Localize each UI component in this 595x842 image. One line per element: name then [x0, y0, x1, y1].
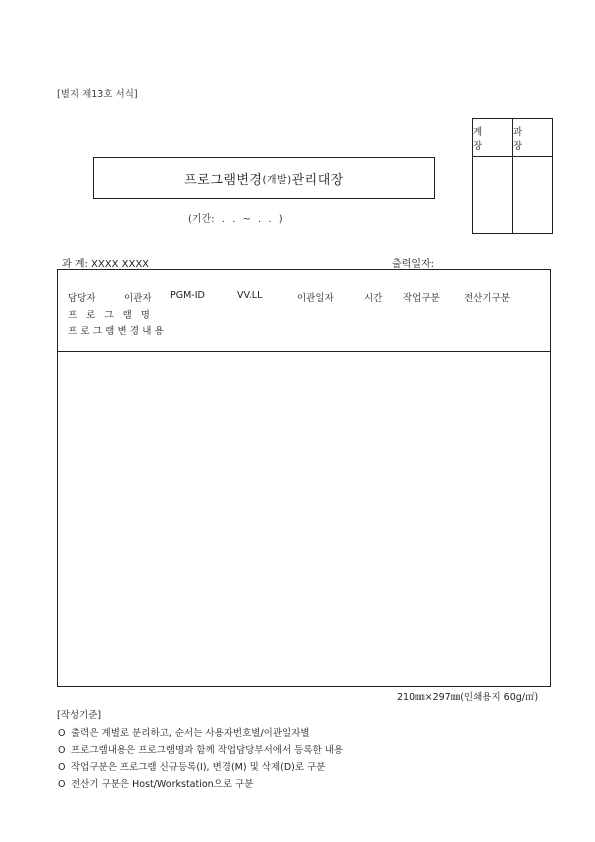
row-label-program-name: 프로그램명 [68, 310, 159, 321]
criteria-item: O 프로그램내용은 프로그램명과 함께 작업담당부서에서 등록한 내용 [58, 745, 344, 756]
column-header-transfer-date: 이관일자 [297, 293, 334, 304]
approval-sign-box-section-chief [513, 157, 552, 233]
column-header-transferrer: 이관자 [124, 293, 152, 304]
approval-table [472, 118, 553, 234]
title-main-a: 프로그램변경 [184, 172, 263, 188]
column-header-work-type: 작업구분 [403, 293, 440, 304]
criteria-item: O 전산기 구분은 Host/Workstation으로 구분 [58, 779, 254, 790]
paper-size-note: 210㎜×297㎜(인쇄용지 60g/㎡) [397, 692, 539, 703]
header-divider [58, 351, 550, 352]
output-date-label: 출력일자: [392, 259, 435, 270]
column-header-owner: 담당자 [68, 293, 96, 304]
column-header-time: 시간 [364, 293, 383, 304]
approval-header-section-chief: 과 장 [513, 119, 552, 157]
document-title [93, 157, 435, 199]
approval-sign-box-team-leader [473, 157, 513, 233]
criteria-item: O 출력은 계별로 분리하고, 순서는 사용자번호별/이관일자별 [58, 728, 310, 739]
title-small: (개발) [262, 174, 292, 186]
title-main-b: 관리대장 [291, 172, 344, 188]
column-header-version: VV.LL [237, 290, 263, 301]
column-header-computer-type: 전산기구분 [464, 293, 510, 304]
column-header-pgm-id: PGM-ID [170, 290, 205, 301]
bullet-circle-icon: O [58, 779, 66, 790]
form-number: [별지 제13호 서식] [57, 89, 138, 100]
row-label-program-change-content: 프로그램변경내용 [68, 326, 168, 337]
department-label: 과 계: XXXX XXXX [62, 259, 150, 270]
approval-header-team-leader: 계 장 [473, 119, 513, 157]
criteria-item: O 작업구분은 프로그램 신규등록(I), 변경(M) 및 삭제(D)로 구분 [58, 762, 326, 773]
bullet-circle-icon: O [58, 745, 66, 756]
period-line: (기간: . . ~ . . ) [188, 214, 283, 225]
ledger-table [57, 269, 551, 687]
bullet-circle-icon: O [58, 762, 66, 773]
bullet-circle-icon: O [58, 728, 66, 739]
criteria-title: [작성기준] [57, 710, 102, 721]
